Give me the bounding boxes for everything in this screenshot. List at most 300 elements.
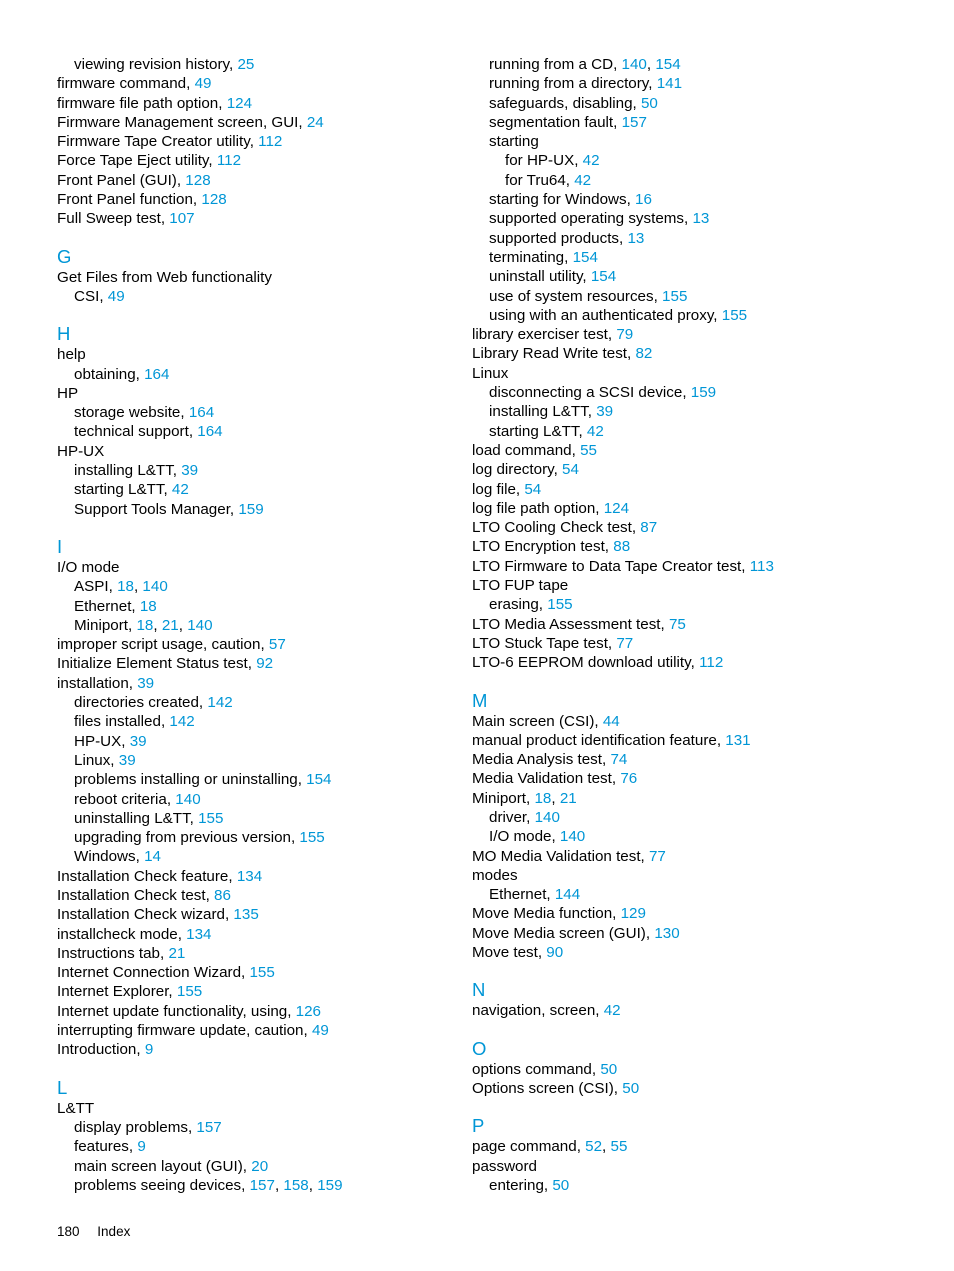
index-term: modes (472, 866, 518, 884)
index-term: technical support, (74, 423, 198, 441)
page-reference-link[interactable]: 142 (169, 713, 195, 731)
page-reference-link[interactable]: 18 (117, 578, 134, 596)
index-term: starting (489, 133, 539, 151)
index-term: Windows, (74, 848, 145, 866)
index-term: Miniport, (472, 789, 535, 807)
page-reference-link[interactable]: 113 (749, 557, 774, 575)
index-term: ASPI, (74, 578, 118, 596)
index-term: L&TT (57, 1099, 95, 1117)
index-term: LTO Media Assessment test, (472, 615, 669, 633)
index-term: Move test, (472, 944, 547, 962)
page-number: 180 (57, 1224, 80, 1239)
index-term: starting for Windows, (489, 191, 636, 209)
index-term: help (57, 346, 86, 364)
index-entry (57, 1021, 457, 1040)
index-term: Force Tape Eject utility, (57, 152, 217, 170)
page-reference-link[interactable]: 155 (299, 829, 325, 847)
index-term: Media Analysis test, (472, 751, 611, 769)
index-term: Main screen (CSI), (472, 712, 603, 730)
page-reference-link[interactable]: 140 (142, 578, 168, 596)
page-reference-link[interactable]: 164 (197, 423, 223, 441)
index-letter-heading: M (472, 689, 488, 711)
index-subentry (472, 190, 932, 209)
page-reference-link[interactable]: 87 (640, 519, 658, 537)
index-subentry (57, 616, 457, 635)
page-reference-link[interactable]: 49 (194, 75, 212, 93)
page-reference-link[interactable]: 92 (256, 655, 274, 673)
page-reference-link[interactable]: 52 (585, 1138, 603, 1156)
page-reference-link[interactable]: 124 (226, 94, 253, 112)
page-reference-link[interactable]: 157 (249, 1176, 275, 1194)
page-reference-link[interactable]: 50 (640, 94, 658, 112)
index-term: load command, (472, 441, 581, 459)
page-reference-link[interactable]: 140 (559, 828, 586, 846)
page-reference-link[interactable]: 155 (249, 964, 275, 982)
index-subentry (472, 113, 932, 132)
page-reference-link[interactable]: 112 (699, 654, 724, 672)
index-term: segmentation fault, (489, 113, 622, 131)
index-entry (57, 94, 457, 113)
index-term: Options screen (CSI), (472, 1079, 623, 1097)
page-reference-link[interactable]: 158 (283, 1176, 309, 1194)
page-reference-link[interactable]: 20 (251, 1157, 269, 1175)
page-reference-link[interactable]: 134 (186, 925, 212, 943)
index-entry (57, 151, 457, 170)
index-term: Get Files from Web functionality (57, 268, 272, 286)
index-term: use of system resources, (489, 287, 663, 305)
index-entry (472, 866, 932, 885)
index-term: storage website, (74, 404, 189, 422)
index-entry (57, 886, 457, 905)
index-term: Ethernet, (74, 597, 140, 615)
page-reference-link[interactable]: 54 (562, 461, 579, 479)
index-term: features, (74, 1138, 138, 1156)
index-entry (57, 442, 457, 461)
index-term: options command, (472, 1060, 601, 1078)
index-term: Support Tools Manager, (74, 500, 239, 518)
page-reference-link[interactable]: 130 (654, 924, 680, 942)
page-reference-link[interactable]: 39 (137, 674, 155, 692)
page-reference-link[interactable]: 107 (169, 210, 195, 228)
index-term: files installed, (74, 713, 170, 731)
page-reference-link[interactable]: 21 (559, 789, 577, 807)
page-reference-link[interactable]: 13 (692, 210, 710, 228)
index-entry (472, 731, 932, 750)
index-subentry (472, 808, 932, 827)
index-subentry (472, 74, 932, 93)
index-entry (472, 441, 932, 460)
page-reference-link[interactable]: 140 (621, 56, 647, 73)
index-entry (472, 537, 932, 556)
index-subentry (57, 461, 457, 480)
index-entry (472, 518, 932, 537)
page-reference-link[interactable]: 16 (635, 191, 652, 209)
index-term: improper script usage, caution, (57, 636, 269, 654)
page-reference-link[interactable]: 155 (662, 287, 688, 305)
index-subentry (472, 248, 932, 267)
index-term: firmware command, (57, 75, 195, 93)
page-reference-link[interactable]: 144 (554, 886, 581, 904)
page-reference-link[interactable]: 39 (129, 732, 147, 750)
index-entry (472, 325, 932, 344)
index-term: Internet update functionality, using, (57, 1002, 296, 1020)
page-reference-link[interactable]: 79 (616, 326, 634, 344)
index-term: HP-UX, (74, 732, 130, 750)
index-letter-heading: P (472, 1115, 485, 1137)
page-reference-link[interactable]: 155 (547, 596, 573, 614)
index-term: for HP-UX, (505, 152, 583, 170)
index-entry (57, 74, 457, 93)
page-reference-link[interactable]: 77 (648, 847, 666, 865)
index-entry (57, 635, 457, 654)
page-reference-link[interactable]: 164 (144, 365, 170, 383)
index-term: LTO FUP tape (472, 577, 569, 595)
index-subentry (57, 1176, 457, 1195)
page-reference-link[interactable]: 164 (188, 404, 215, 422)
index-entry (472, 1001, 932, 1020)
page-reference-link[interactable]: 55 (610, 1138, 628, 1156)
index-term: HP (57, 384, 79, 402)
index-term: library exerciser test, (472, 326, 617, 344)
page-separator: , (153, 616, 162, 634)
page-reference-link[interactable]: 49 (107, 287, 125, 305)
index-term: password (472, 1157, 537, 1175)
index-term: Linux, (74, 751, 119, 769)
index-subentry (472, 306, 932, 325)
index-entry (57, 925, 457, 944)
page-reference-link[interactable]: 74 (610, 751, 628, 769)
index-term: log file, (472, 480, 525, 498)
index-term: Ethernet, (489, 886, 555, 904)
page-reference-link[interactable]: 42 (171, 481, 189, 499)
index-subentry (57, 577, 457, 596)
page-reference-link[interactable]: 154 (655, 56, 681, 73)
page-reference-link[interactable]: 77 (616, 634, 634, 652)
index-term: for Tru64, (505, 171, 575, 189)
index-entry (472, 847, 932, 866)
page-reference-link[interactable]: 42 (586, 422, 604, 440)
index-term: log directory, (472, 461, 563, 479)
index-entry (57, 982, 457, 1001)
index-entry (472, 769, 932, 788)
page-reference-link[interactable]: 9 (144, 1041, 154, 1059)
index-term: firmware file path option, (57, 94, 227, 112)
page-reference-link[interactable]: 21 (161, 616, 179, 634)
page-reference-link[interactable]: 50 (622, 1079, 640, 1097)
page-separator: , (274, 1176, 284, 1194)
index-entry (472, 576, 932, 595)
index-term: viewing revision history, (74, 56, 238, 73)
page-reference-link[interactable]: 159 (317, 1176, 343, 1194)
page-reference-link[interactable]: 135 (233, 906, 259, 924)
index-entry (472, 712, 932, 731)
page-reference-link[interactable]: 157 (196, 1118, 222, 1136)
index-term: Installation Check wizard, (57, 906, 234, 924)
index-entry (57, 209, 457, 228)
index-subentry (472, 171, 932, 190)
index-letter-heading: O (472, 1037, 487, 1059)
index-entry (472, 904, 932, 923)
page-reference-link[interactable]: 159 (690, 384, 717, 402)
index-entry (57, 113, 457, 132)
page-reference-link[interactable]: 24 (306, 113, 324, 131)
index-term: page command, (472, 1138, 586, 1156)
index-entry (57, 268, 457, 287)
page-reference-link[interactable]: 57 (268, 636, 286, 654)
page-separator: , (133, 578, 143, 596)
index-term: log file path option, (472, 499, 604, 517)
index-term: starting L&TT, (74, 481, 172, 499)
index-entry (57, 345, 457, 364)
page-reference-link[interactable]: 154 (306, 771, 332, 789)
footer-section-title: Index (97, 1224, 131, 1239)
page-reference-link[interactable]: 54 (524, 480, 542, 498)
page-reference-link[interactable]: 39 (596, 403, 614, 421)
index-entry (472, 499, 932, 518)
index-term: Installation Check feature, (57, 867, 237, 885)
page-reference-link[interactable]: 157 (621, 113, 647, 131)
index-term: LTO Cooling Check test, (472, 519, 641, 537)
index-subentry (472, 1176, 932, 1195)
index-subentry (57, 751, 457, 770)
index-term: manual product identification feature, (472, 731, 726, 749)
page-reference-link[interactable]: 112 (258, 133, 283, 151)
page-reference-link[interactable]: 88 (613, 538, 631, 556)
page-reference-link[interactable]: 50 (600, 1060, 618, 1078)
page-reference-link[interactable]: 44 (602, 712, 620, 730)
index-subentry (57, 790, 457, 809)
index-term: CSI, (74, 287, 108, 305)
index-term: Firmware Tape Creator utility, (57, 133, 259, 151)
index-subentry (57, 480, 457, 499)
index-subentry (472, 132, 932, 151)
index-entry (472, 789, 932, 808)
page-reference-link[interactable]: 155 (176, 983, 203, 1001)
index-entry (472, 615, 932, 634)
index-entry (57, 190, 457, 209)
index-term: erasing, (489, 596, 548, 614)
page-reference-link[interactable]: 126 (295, 1002, 321, 1020)
page-reference-link[interactable]: 129 (620, 905, 646, 923)
index-term: LTO Stuck Tape test, (472, 634, 617, 652)
index-subentry (57, 55, 457, 74)
index-term: LTO Firmware to Data Tape Creator test, (472, 557, 750, 575)
page-reference-link[interactable]: 42 (603, 1002, 621, 1020)
page-reference-link[interactable]: 18 (534, 789, 552, 807)
page-reference-link[interactable]: 140 (175, 790, 201, 808)
page-reference-link[interactable]: 128 (201, 191, 227, 209)
index-term: Front Panel (GUI), (57, 171, 186, 189)
index-term: problems seeing devices, (74, 1176, 250, 1194)
index-entry (472, 557, 932, 576)
index-entry (57, 558, 457, 577)
index-entry (57, 384, 457, 403)
index-subentry (472, 151, 932, 170)
index-entry (472, 1060, 932, 1079)
page-reference-link[interactable]: 134 (236, 867, 263, 885)
page-reference-link[interactable]: 9 (137, 1138, 146, 1156)
index-term: installing L&TT, (74, 462, 182, 480)
index-term: terminating, (489, 248, 573, 266)
index-term: Instructions tab, (57, 944, 169, 962)
index-term: LTO Encryption test, (472, 538, 614, 556)
index-term: Move Media screen (GUI), (472, 924, 655, 942)
index-term: Firmware Management screen, GUI, (57, 113, 307, 131)
index-subentry (57, 693, 457, 712)
index-entry (57, 171, 457, 190)
page-reference-link[interactable]: 154 (590, 268, 617, 286)
index-entry (57, 1002, 457, 1021)
index-letter-heading: I (57, 535, 63, 557)
page-reference-link[interactable]: 140 (534, 808, 560, 826)
page-reference-link[interactable]: 42 (574, 171, 592, 189)
index-letter-heading: N (472, 979, 486, 1001)
index-subentry (57, 809, 457, 828)
index-term: Move Media function, (472, 905, 621, 923)
index-term: installation, (57, 674, 138, 692)
page-reference-link[interactable]: 142 (207, 694, 233, 712)
index-subentry (57, 422, 457, 441)
index-subentry (57, 770, 457, 789)
page-reference-link[interactable]: 50 (552, 1176, 570, 1194)
index-subentry (472, 55, 932, 74)
index-term: Library Read Write test, (472, 345, 636, 363)
page-reference-link[interactable]: 76 (620, 770, 638, 788)
index-term: running from a CD, (489, 56, 622, 73)
page-reference-link[interactable]: 42 (582, 152, 600, 170)
index-entry (472, 634, 932, 653)
index-term: Introduction, (57, 1041, 145, 1059)
index-entry (57, 1099, 457, 1118)
page-reference-link[interactable]: 55 (580, 441, 597, 459)
index-subentry (57, 732, 457, 751)
page-reference-link[interactable]: 86 (214, 886, 231, 904)
index-column-right (472, 55, 932, 1195)
index-term: upgrading from previous version, (74, 829, 300, 847)
index-subentry (472, 209, 932, 228)
index-term: Internet Explorer, (57, 983, 177, 1001)
index-subentry (472, 267, 932, 286)
index-term: supported operating systems, (489, 210, 693, 228)
index-subentry (472, 595, 932, 614)
index-entry (472, 924, 932, 943)
index-subentry (57, 403, 457, 422)
index-subentry (472, 229, 932, 248)
index-term: using with an authenticated proxy, (489, 306, 722, 324)
page-separator: , (551, 789, 560, 807)
index-subentry (57, 1137, 457, 1156)
page-reference-link[interactable]: 21 (168, 944, 186, 962)
index-term: interrupting firmware update, caution, (57, 1022, 312, 1040)
page-reference-link[interactable]: 25 (237, 56, 255, 73)
page-reference-link[interactable]: 155 (721, 306, 748, 324)
page-reference-link[interactable]: 49 (311, 1022, 329, 1040)
index-subentry (472, 827, 932, 846)
index-subentry (57, 1157, 457, 1176)
page-reference-link[interactable]: 112 (216, 152, 242, 170)
page-reference-link[interactable]: 154 (572, 248, 598, 266)
index-subentry (57, 1118, 457, 1137)
index-term: display problems, (74, 1118, 197, 1136)
index-subentry (57, 828, 457, 847)
page-reference-link[interactable]: 13 (627, 229, 645, 247)
index-term: Full Sweep test, (57, 210, 170, 228)
page-reference-link[interactable]: 39 (181, 462, 199, 480)
index-term: main screen layout (GUI), (74, 1157, 252, 1175)
index-term: Linux (472, 364, 509, 382)
page-reference-link[interactable]: 140 (187, 616, 213, 634)
index-term: driver, (489, 808, 535, 826)
index-term: Installation Check test, (57, 886, 215, 904)
index-entry (472, 460, 932, 479)
index-subentry (57, 597, 457, 616)
index-term: Internet Connection Wizard, (57, 964, 250, 982)
index-subentry (472, 422, 932, 441)
page-reference-link[interactable]: 14 (144, 848, 161, 866)
index-entry (472, 1157, 932, 1176)
page-reference-link[interactable]: 82 (635, 345, 653, 363)
index-entry (57, 1040, 457, 1059)
page-reference-link[interactable]: 159 (238, 500, 264, 518)
index-subentry (472, 402, 932, 421)
index-subentry (472, 383, 932, 402)
index-term: safeguards, disabling, (489, 94, 641, 112)
page-reference-link[interactable]: 141 (656, 75, 683, 93)
page-reference-link[interactable]: 18 (139, 597, 157, 615)
index-term: uninstalling L&TT, (74, 809, 199, 827)
page-separator: , (602, 1138, 611, 1156)
index-entry (57, 944, 457, 963)
index-entry (57, 905, 457, 924)
index-term: installcheck mode, (57, 925, 187, 943)
index-column-left (57, 55, 457, 1195)
index-entry (472, 364, 932, 383)
index-term: running from a directory, (489, 75, 657, 93)
page-reference-link[interactable]: 90 (546, 944, 564, 962)
index-entry (472, 750, 932, 769)
index-term: Initialize Element Status test, (57, 655, 257, 673)
index-term: HP-UX (57, 442, 105, 460)
index-entry (472, 1137, 932, 1156)
page-reference-link[interactable]: 75 (668, 615, 686, 633)
page-separator: , (308, 1176, 318, 1194)
index-entry (57, 654, 457, 673)
page-separator: , (178, 616, 188, 634)
page-reference-link[interactable]: 128 (185, 171, 211, 189)
index-subentry (472, 287, 932, 306)
index-term: uninstall utility, (489, 268, 591, 286)
page-reference-link[interactable]: 124 (603, 499, 630, 517)
index-subentry (57, 712, 457, 731)
page-separator: , (646, 56, 656, 73)
index-term: I/O mode (57, 558, 120, 576)
page-reference-link[interactable]: 18 (136, 616, 154, 634)
index-term: reboot criteria, (74, 790, 176, 808)
page-reference-link[interactable]: 131 (725, 731, 751, 749)
index-entry (57, 132, 457, 151)
index-entry (57, 963, 457, 982)
index-subentry (472, 885, 932, 904)
index-letter-heading: L (57, 1076, 68, 1098)
index-term: problems installing or uninstalling, (74, 771, 307, 789)
index-term: directories created, (74, 694, 208, 712)
index-entry (57, 674, 457, 693)
page-reference-link[interactable]: 39 (118, 751, 136, 769)
index-entry (472, 344, 932, 363)
index-term: Miniport, (74, 616, 137, 634)
index-term: starting L&TT, (489, 422, 587, 440)
page-reference-link[interactable]: 155 (198, 809, 224, 827)
